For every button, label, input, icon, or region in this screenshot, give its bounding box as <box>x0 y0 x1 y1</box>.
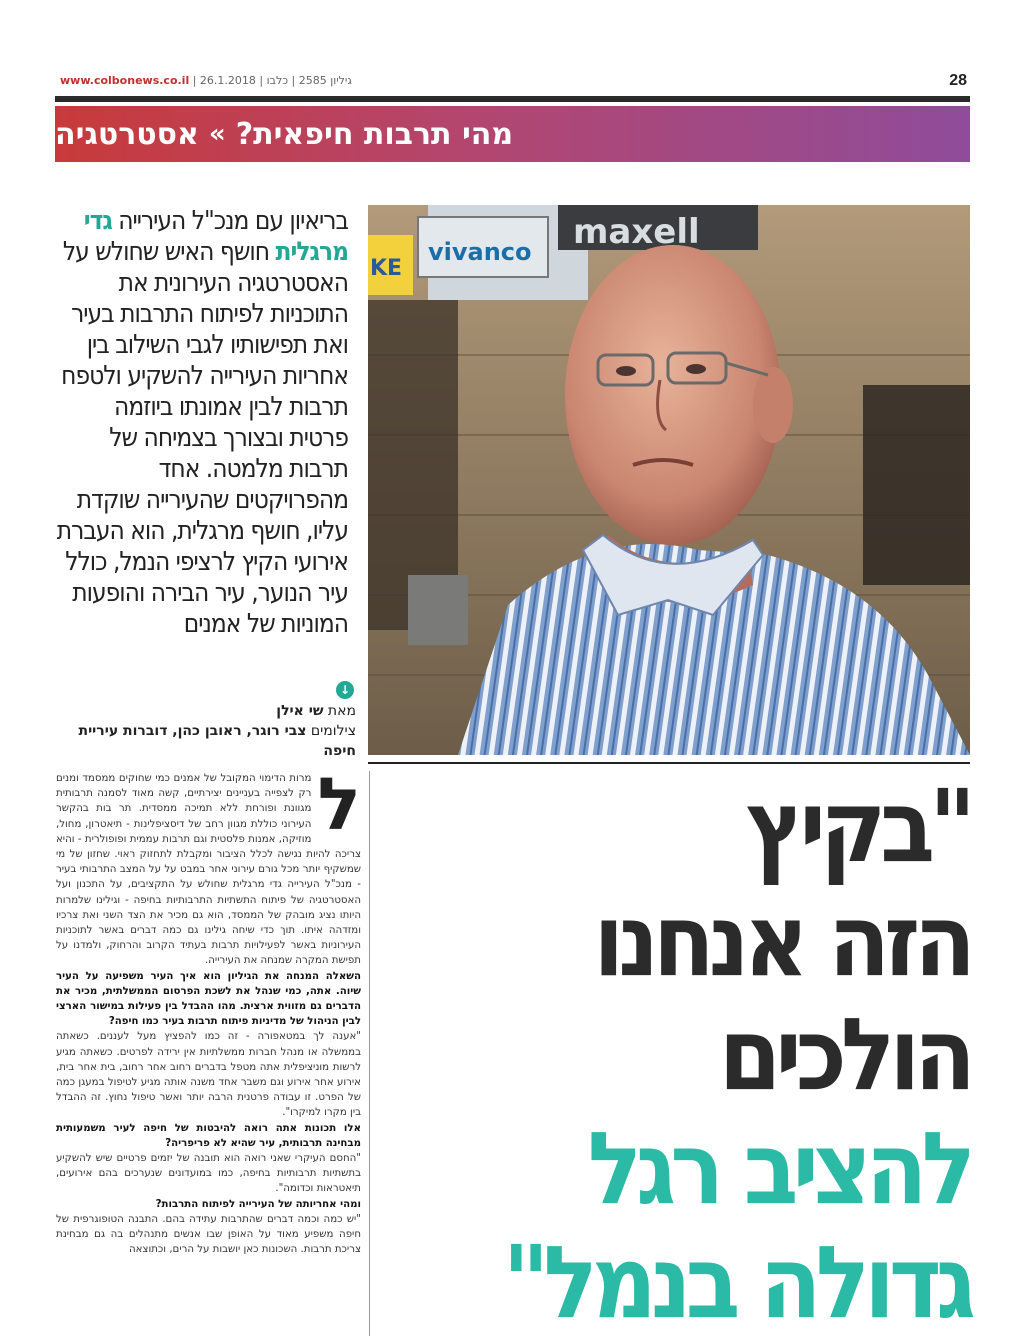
photo-divider <box>368 762 970 764</box>
photographers: צבי רוגר, ראובן כהן, דוברות עיריית חיפה <box>78 723 356 759</box>
chevron-double-icon: » <box>208 119 226 149</box>
photo-label: צילומים <box>310 723 356 739</box>
top-rule <box>55 96 970 102</box>
answer: "אענה לך במטאפורה - זה כמו להפציץ מעל לעננים. כשאתה בממשלה או מנהל חברות ממשלתיות אין ירידה לפרטים. כשאתה מגיע לרשות מוניציפלית אתה מטפל בדברים רחוב אחר רחוב, בית אחר בית, אירוע אחר אירוע וגם משבר אחד משנה אותה מגיע לטיפול במעגן כמה של הפרט. זו עבודה פרטנית הרבה יותר ואשר טיפול נחוץ. זה ההבדל בין מקרו למיקרו". <box>56 1031 361 1119</box>
headline <box>380 770 970 1340</box>
drop-cap: ל <box>317 771 361 846</box>
headline-line-1: "בקיץ <box>746 768 970 885</box>
article-body <box>56 771 361 1336</box>
photo-credit <box>56 721 356 761</box>
intro-text: חושף האיש שחולש על האסטרטגיה העירונית את התוכניות לפיתוח התרבות בעיר ואת תפישותיו לגבי השילוב בין אחריות העירייה להשקיע ולטפח תרבות לבין אמונתו ביוזמה פרטית ובצורך בצמיחה של תרבות מלמטה. אחד מהפרויקטים שהעירייה שוקדת עליו, חושף מרגלית, הוא העברת אירועי הקיץ לרציפי הנמל, כולל עיר הנוער, עיר הבירה והופעות המוניות של אמנים <box>56 237 348 639</box>
arrow-down-icon: ↓ <box>336 681 354 699</box>
section-banner <box>55 106 970 162</box>
section-name: אסטרטגיה <box>55 116 199 152</box>
answer: "יש כמה וכמה דברים שהתרבות עתידה בהם. התבנה הטופוגרפית של חיפה משפיע מאוד על האופן שבו אנשים מתנהלים בה גם מבחינת צריכת תרבות. השכונות כאן יושבות על הרים, וכתוצאה <box>56 1213 361 1256</box>
byline <box>56 701 356 761</box>
intro-paragraph <box>56 206 348 640</box>
portrait-illustration <box>368 205 970 755</box>
header-meta <box>60 74 352 87</box>
author-name: שי אילן <box>276 703 324 719</box>
headline-line-2: הזה אנחנו <box>593 882 970 999</box>
question: ומהי אחריותה של העירייה לפיתוח התרבות? <box>155 1198 361 1210</box>
by-label: מאת <box>327 703 356 719</box>
headline-line-3: הולכים <box>718 996 970 1113</box>
question: אלו תכונות אתה רואה להיבטות של חיפה לעיר משמעותית מבחינה תרבותית, עיר שהיא לא פריפריה? <box>56 1122 361 1149</box>
issue-meta: | 26.1.2018 | גיליון 2585 | כלבו <box>192 74 352 87</box>
column-divider <box>369 771 370 1336</box>
question: השאלה המנחה את הגיליון הוא איך העיר משפיעה על העיר שיוה. אתה, כמי שנהל את לשכת הפרסום הממשלתית, מכיר את הדברים גם מזווית ארצית. מהו ההבדל בין פעילות במישור הארצי לבין הניהול של מדיניות פיתוח תרבות בעיר כמו חיפה? <box>56 970 361 1028</box>
headline-line-4: להציב רגל <box>587 1110 970 1227</box>
sign-ke: KE <box>370 256 403 281</box>
interviewee-name: גדי מרגלית <box>83 206 348 267</box>
author-line <box>56 701 356 721</box>
sign-maxell: maxell <box>573 212 700 252</box>
sign-vivanco: vivanco <box>428 238 532 266</box>
site-url[interactable]: www.colbonews.co.il <box>60 74 190 87</box>
portrait-photo <box>368 205 970 755</box>
answer: "החסם העיקרי שאני רואה הוא תובנה של יזמים פרטיים שיש להשקיע בתשתיות תרבותיות בחיפה, כמו במועדונים שנערכים בהם אירועים, תיאטראות וכדומה". <box>56 1153 361 1195</box>
intro-prefix: בריאיון עם מנכ"ל העירייה <box>118 206 348 236</box>
body-paragraph: מרות הדימוי המקובל של אמנים כמי שחוקים ממסמד ומנים רק לצפייה בעניינים יצירתיים, קשה מאוד לסמנה תרבותית מגוונת ופורחת ללא תמיכה ממסדית. תר בות בהקשר העירוני כוללת מגוון רחב של דיסציפלינות - תיאטרון, מחול, מוזיקה, אמנות פלסטית וגם תרבות עממית ופופולרית - והיא צריכה להיות נגישה לכלל הציבור ומקבלת לתחזוק ראוי. שחזון של מי שמשקיף יותר מכל גורם עירוני אחר במבט על על המצב התרבותי בעיר - מנכ"ל העירייה גדי מרגלית שחולש על התקציבים, על התכנון ועל האסטרטגיה של פיתוח התשתיות התרבותיות בחיפה - וגילינו שלמרות היותו נציג מובהק של הממסד, הוא גם מכיר את הצד השני ואת צרכיו ומזדהה איתו. תוך כדי שיחה גילינו גם כמה דברים באשר לתוכניות העירוניות באשר לפעילויות תרבות בעתיד הקרוב והרחוק, ולמדנו על תפישת המקרה שמנחה את העירייה. <box>56 773 361 967</box>
headline-line-5: גדולה בנמל" <box>502 1224 970 1341</box>
section-title-text: מהי תרבות חיפאית? <box>235 116 514 152</box>
page-number: 28 <box>949 72 967 89</box>
section-title <box>55 117 513 152</box>
